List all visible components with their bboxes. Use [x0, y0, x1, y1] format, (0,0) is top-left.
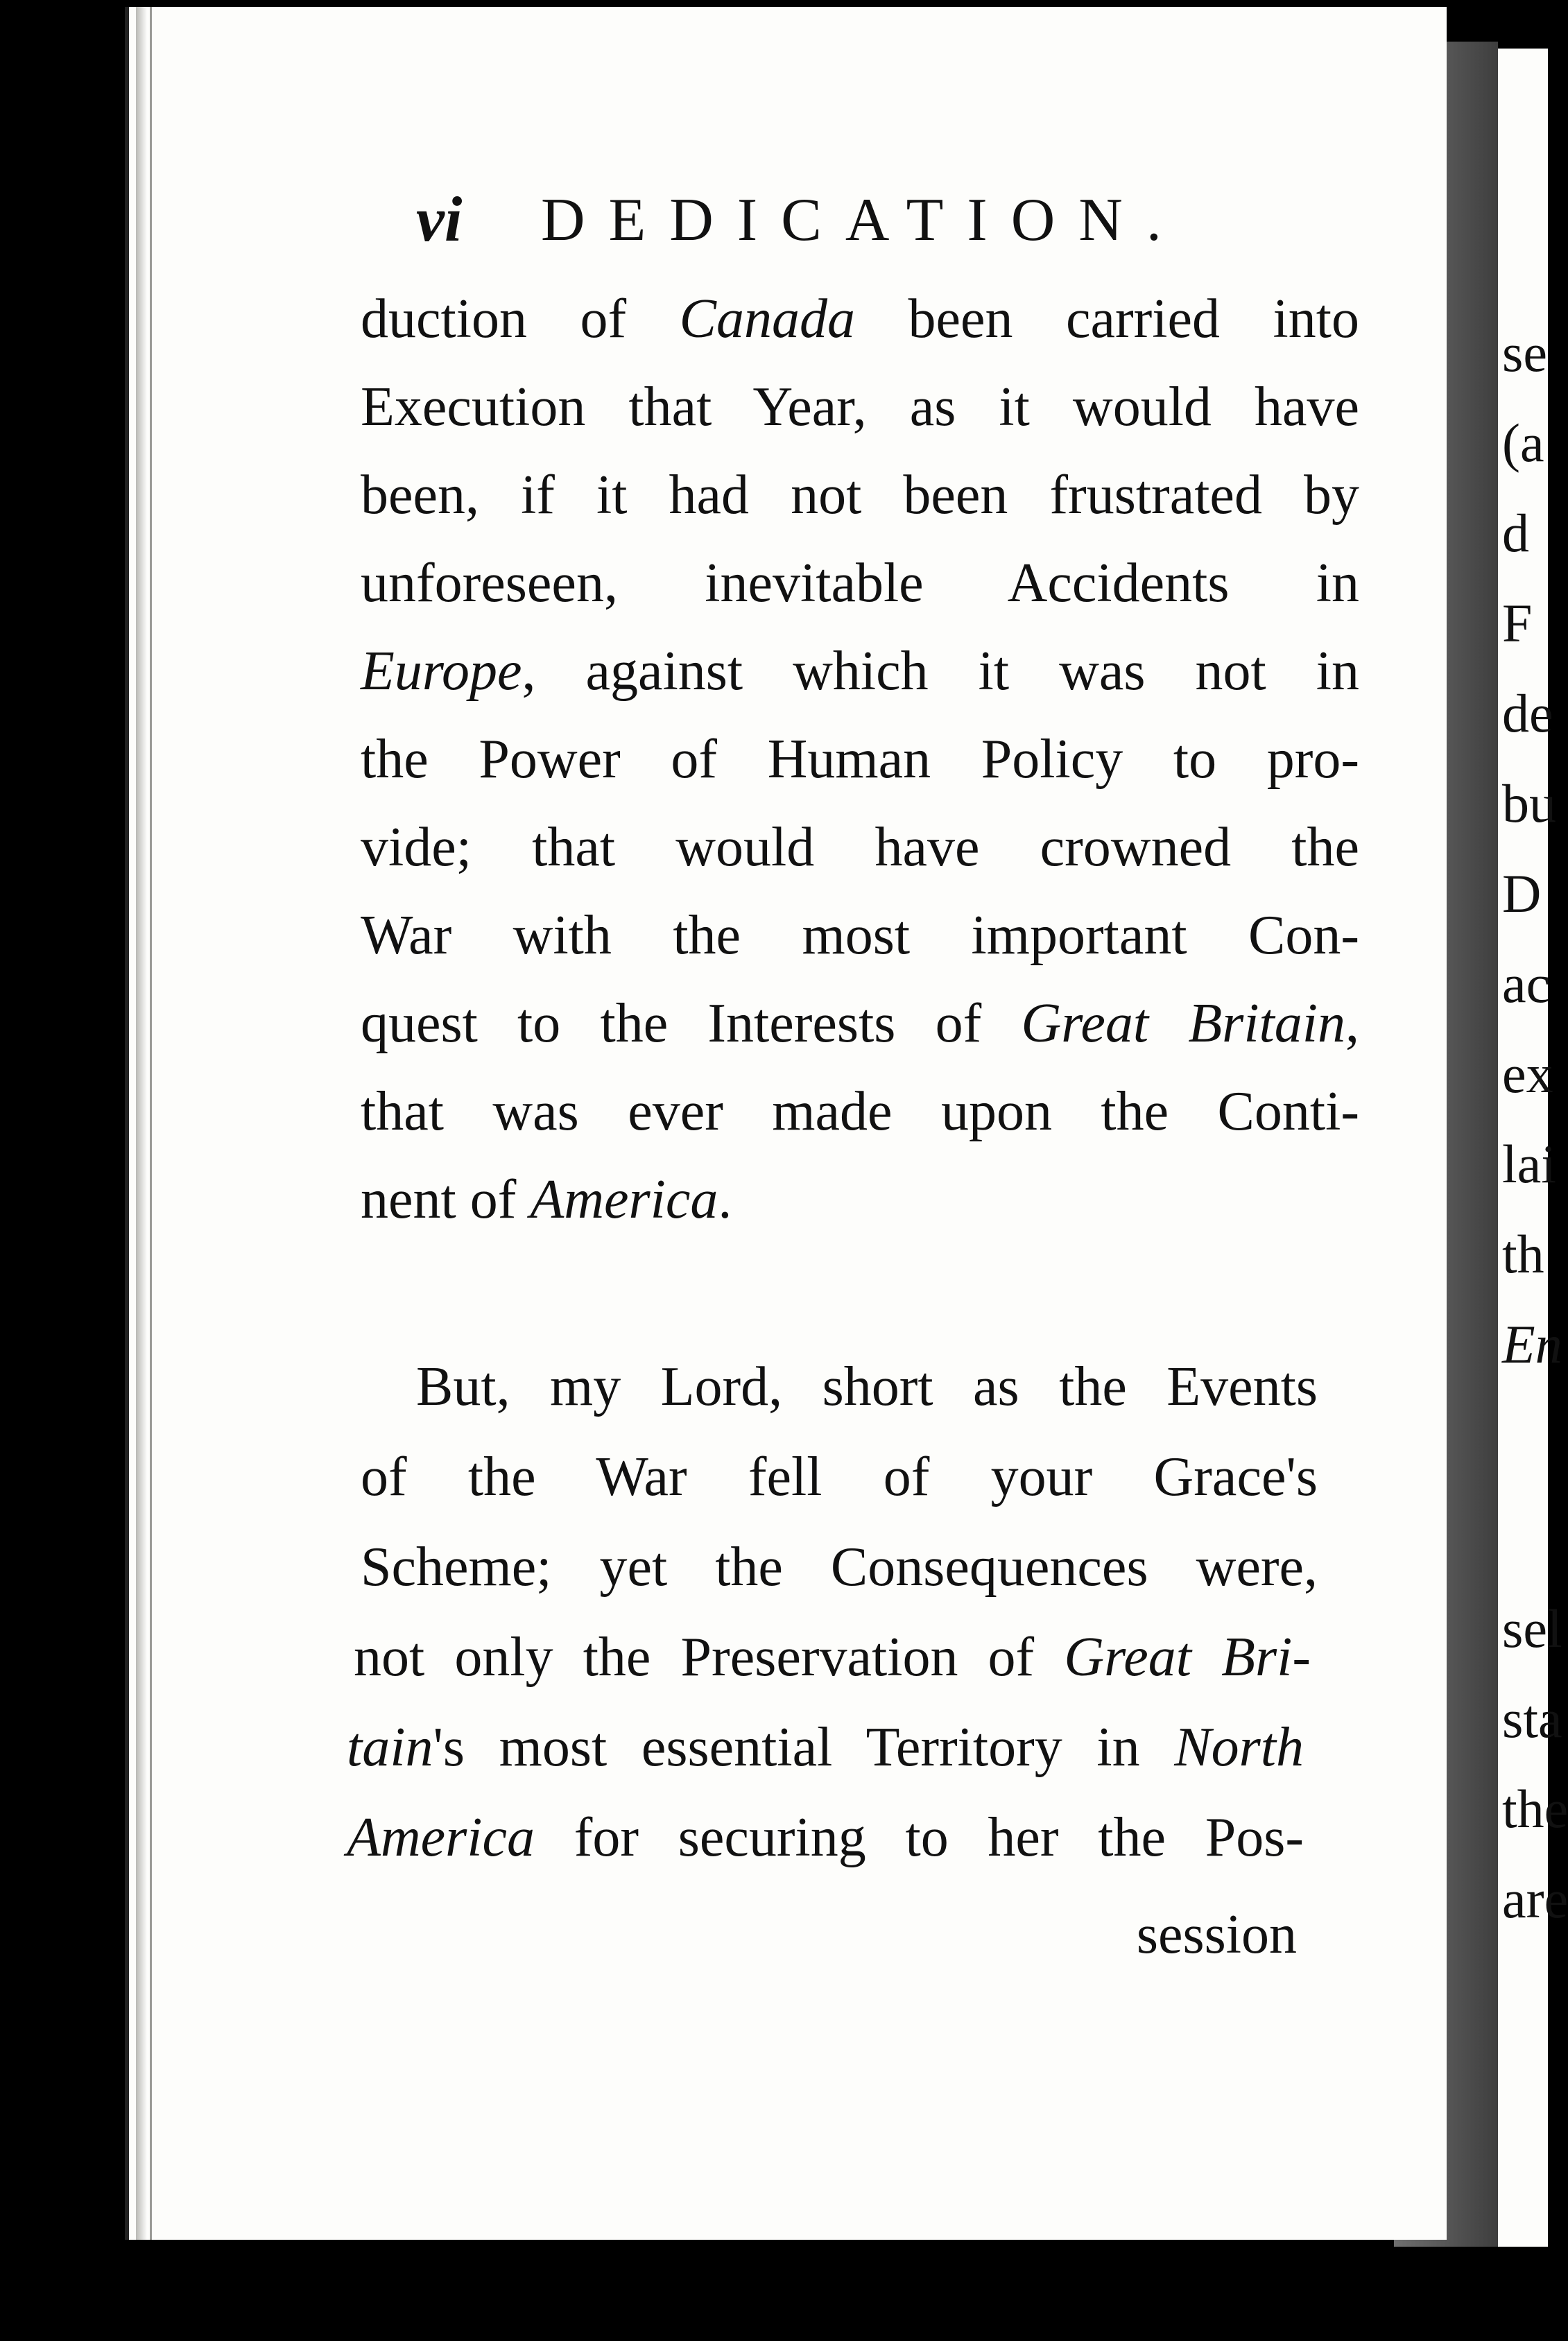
- text-line: tain's most essential Territory in North: [347, 1717, 1304, 1778]
- facing-fragment: lai: [1502, 1134, 1556, 1194]
- text-line: not only the Preservation of Great Bri-: [354, 1627, 1311, 1688]
- facing-fragment: sta: [1502, 1688, 1562, 1749]
- facing-fragment: F: [1502, 593, 1533, 653]
- facing-fragment: (a: [1502, 413, 1544, 473]
- facing-fragment: D: [1502, 863, 1542, 924]
- facing-fragment: de: [1502, 683, 1553, 743]
- running-head: [416, 184, 1276, 270]
- facing-page-edge: [1498, 49, 1568, 2281]
- scan-bottom-border: [0, 2247, 1548, 2341]
- facing-fragment: th: [1502, 1224, 1544, 1284]
- text-line: War with the most important Con-: [361, 905, 1359, 966]
- text-line: duction of Canada been carried into: [361, 288, 1360, 349]
- text-line: But, my Lord, short as the Events: [416, 1356, 1318, 1417]
- facing-fragment: bu: [1502, 773, 1556, 833]
- text-line: America for securing to her the Pos-: [347, 1807, 1304, 1868]
- facing-fragment: d: [1502, 503, 1529, 563]
- facing-fragment: the: [1502, 1779, 1568, 1839]
- text-line: been, if it had not been frustrated by: [361, 465, 1359, 526]
- text-line: unforeseen, inevitable Accidents in: [361, 553, 1359, 614]
- text-line: Europe, against which it was not in: [361, 641, 1359, 702]
- facing-fragment: En: [1502, 1314, 1562, 1374]
- text-line: quest to the Interests of Great Britain,: [361, 993, 1359, 1054]
- text-line: vide; that would have crowned the: [361, 817, 1359, 878]
- catchword: session: [1136, 1904, 1297, 1965]
- facing-fragment: se: [1502, 322, 1547, 383]
- facing-fragment: ex: [1502, 1044, 1553, 1104]
- text-line: nent of America.: [361, 1169, 732, 1230]
- page-number: vi: [416, 184, 463, 254]
- text-line: Scheme; yet the Consequences were,: [361, 1537, 1318, 1598]
- running-title: DEDICATION.: [541, 187, 1185, 254]
- facing-fragment: ac: [1502, 953, 1551, 1014]
- text-line: Execution that Year, as it would have: [361, 377, 1359, 438]
- facing-fragment: sel: [1502, 1598, 1562, 1659]
- facing-fragment: are: [1502, 1869, 1568, 1929]
- text-line: of the War fell of your Grace's: [361, 1446, 1318, 1508]
- text-line: the Power of Human Policy to pro-: [361, 729, 1359, 790]
- text-line: that was ever made upon the Conti-: [361, 1081, 1359, 1142]
